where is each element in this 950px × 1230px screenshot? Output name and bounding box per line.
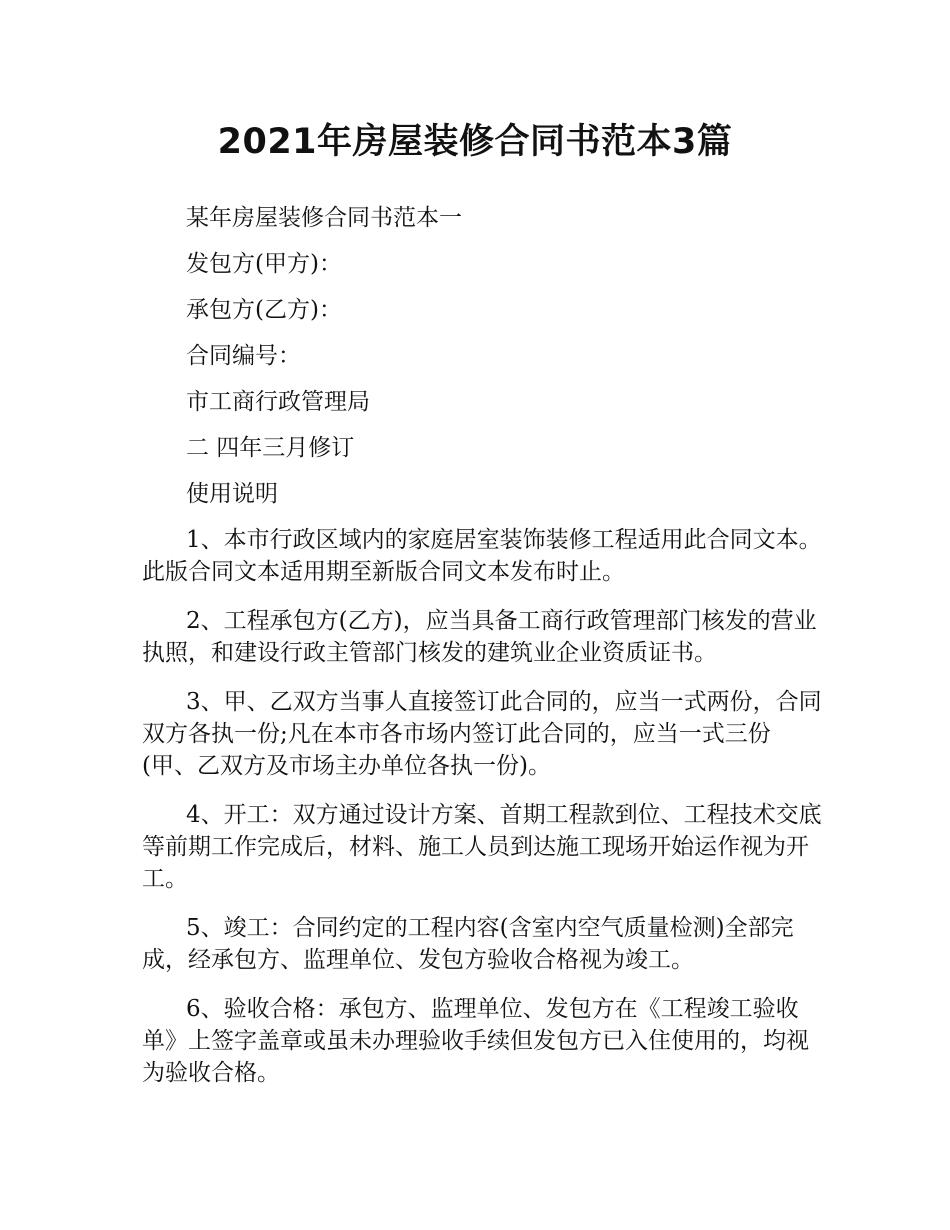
- contract-number-line: 合同编号：: [186, 343, 301, 369]
- instructions-heading: 使用说明: [186, 481, 278, 507]
- issuing-authority-line: 市工商行政管理局: [186, 389, 370, 415]
- instruction-paragraph: 2、工程承包方(乙方)，应当具备工商行政管理部门核发的营业执照，和建设行政主管部门核发的建筑业企业资质证书。: [142, 608, 817, 666]
- instruction-paragraph: 1、本市行政区域内的家庭居室装饰装修工程适用此合同文本。此版合同文本适用期至新版合同文本发布时止。: [142, 527, 822, 585]
- instruction-paragraph: 3、甲、乙双方当事人直接签订此合同的，应当一式两份，合同双方各执一份;凡在本市各市场内签订此合同的，应当一式三份(甲、乙双方及市场主办单位各执一份)。: [142, 689, 822, 779]
- instruction-paragraph: 6、验收合格：承包方、监理单位、发包方在《工程竣工验收单》上签字盖章或虽未办理验收手续但发包方已入住使用的，均视为验收合格。: [142, 996, 809, 1086]
- document-title: 2021年房屋装修合同书范本3篇: [217, 122, 733, 162]
- party-a-line: 发包方(甲方)：: [186, 251, 342, 277]
- document-body: [142, 202, 822, 1089]
- section-heading: 某年房屋装修合同书范本一: [186, 205, 462, 231]
- revision-date-line: 二 四年三月修订: [186, 435, 355, 461]
- party-b-line: 承包方(乙方)：: [186, 297, 342, 323]
- instruction-paragraph: 5、竣工：合同约定的工程内容(含室内空气质量检测)全部完成，经承包方、监理单位、发包方验收合格视为竣工。: [142, 915, 794, 973]
- instruction-paragraph: 4、开工：双方通过设计方案、首期工程款到位、工程技术交底等前期工作完成后，材料、施工人员到达施工现场开始运作视为开工。: [142, 802, 822, 892]
